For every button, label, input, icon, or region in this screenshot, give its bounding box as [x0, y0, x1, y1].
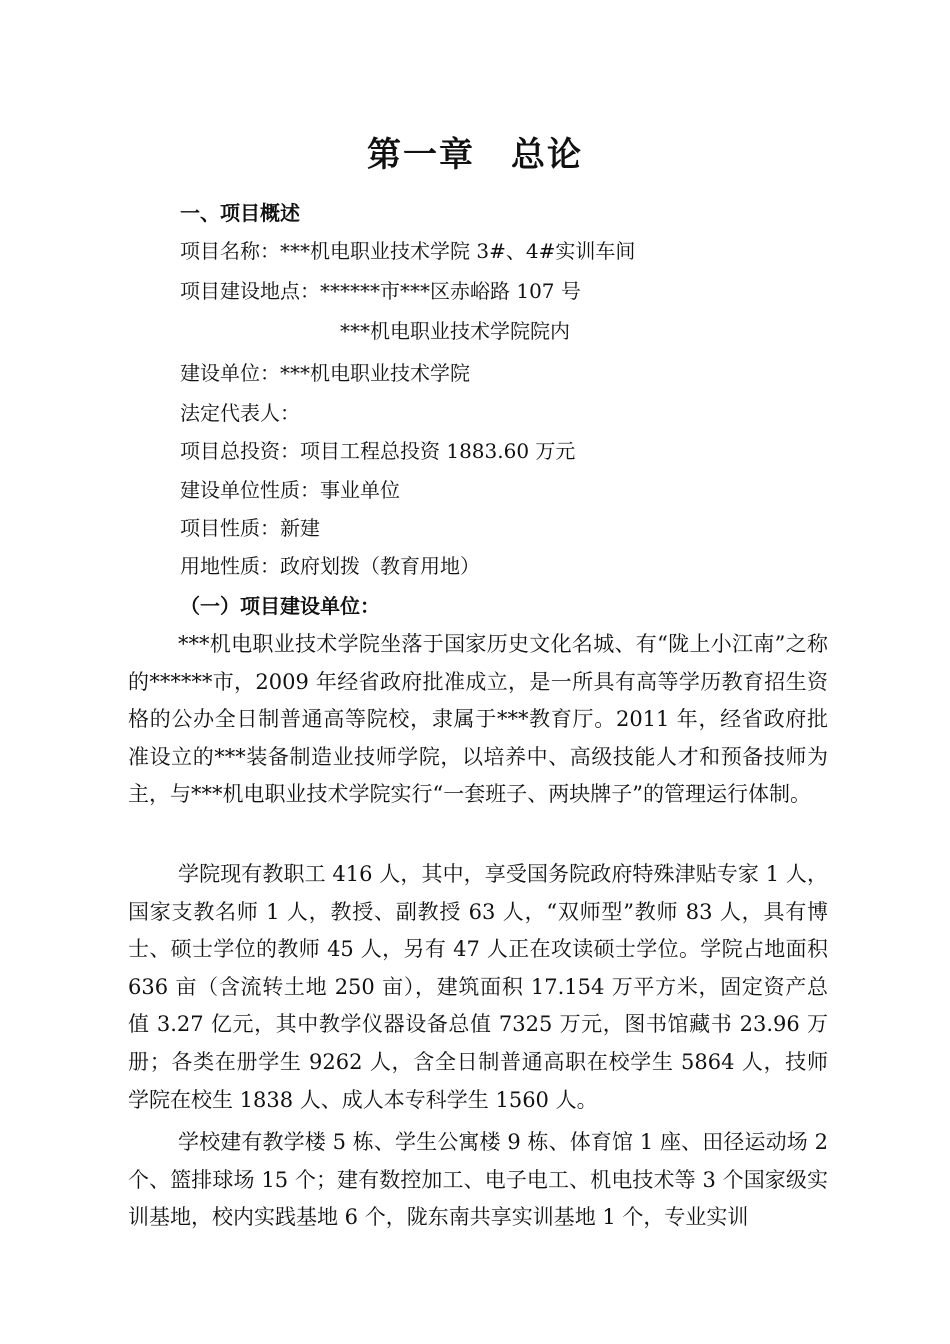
project-type-line: 项目性质：新建 — [180, 516, 320, 540]
builder-type-line: 建设单位性质：事业单位 — [180, 478, 400, 502]
builder-line: 建设单位：***机电职业技术学院 — [180, 361, 470, 385]
section-heading: 一、项目概述 — [180, 201, 300, 225]
investment-line: 项目总投资：项目工程总投资 1883.60 万元 — [180, 439, 576, 463]
legal-rep-line: 法定代表人： — [180, 401, 300, 425]
sub-heading: （一）项目建设单位： — [180, 594, 380, 618]
paragraph-staff: 学院现有教职工 416 人，其中，享受国务院政府特殊津贴专家 1 人，国家支教名师 1 人，教授、副教授 63 人，“双师型”教师 83 人，具有博士、硕士学位的教师 45 人，另有 47 人正在攻读硕士学位。学院占地面积 636 亩（含流转土地 250 亩），建筑面积 17.154 万平方米，固定资产总值 3.27 亿元，其中教学仪器设备总值 7325 万元，图书馆藏书 23.96 万册；各类在册学生 9262 人，含全日制普通高职在校学生 5864 人，技师学院在校生 1838 人、成人本专科学生 1560 人。 — [128, 862, 828, 1112]
land-type-line: 用地性质：政府划拨（教育用地） — [180, 554, 480, 578]
chapter-title: 第一章 总论 — [367, 135, 583, 175]
paragraph-facilities: 学校建有教学楼 5 栋、学生公寓楼 9 栋、体育馆 1 座、田径运动场 2 个、篮排球场 15 个；建有数控加工、电子电工、机电技术等 3 个国家级实训基地，校内实践基地 6 个，陇东南共享实训基地 1 个，专业实训 — [128, 1130, 828, 1230]
location-line-1: 项目建设地点：******市***区赤峪路 107 号 — [180, 279, 581, 303]
paragraph-intro: ***机电职业技术学院坐落于国家历史文化名城、有“陇上小江南”之称的******市，2009 年经省政府批准成立，是一所具有高等学历教育招生资格的公办全日制普通高等院校，隶属于***教育厅。2011 年，经省政府批准设立的***装备制造业技师学院，以培养中、高级技能人才和预备技师为主，与***机电职业技术学院实行“一套班子、两块牌子”的管理运行体制。 — [128, 632, 828, 807]
location-line-2: ***机电职业技术学院院内 — [340, 319, 570, 343]
project-name-line: 项目名称：***机电职业技术学院 3#、4#实训车间 — [180, 239, 636, 263]
